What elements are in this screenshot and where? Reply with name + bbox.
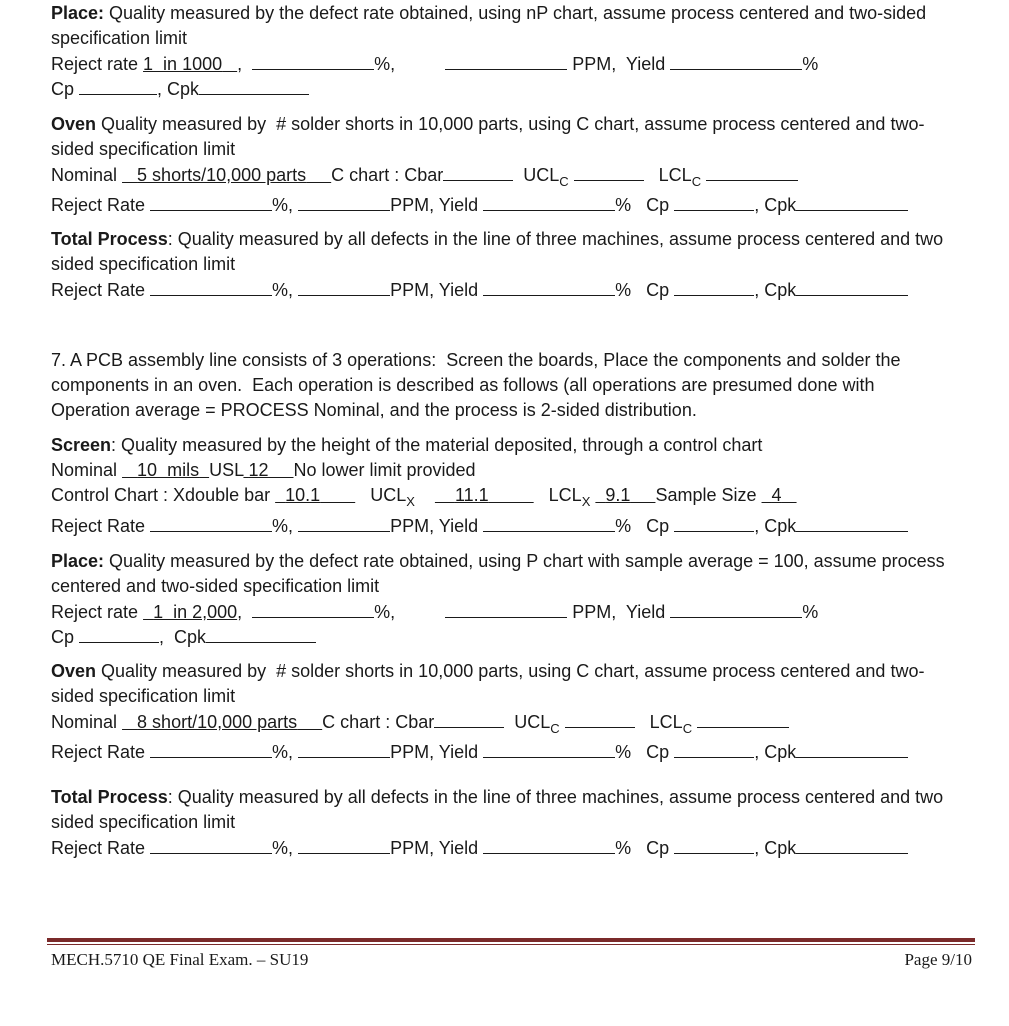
- total1-reject-row: Reject Rate %, PPM, Yield % Cp , Cpk: [51, 277, 908, 303]
- place1-reject-row: Reject rate 1 in 1000 , %, PPM, Yield %: [51, 51, 818, 77]
- screen-ucl-value: 11.1: [454, 485, 489, 505]
- answer-blank[interactable]: [150, 513, 272, 532]
- answer-blank[interactable]: [150, 192, 272, 211]
- answer-blank[interactable]: [483, 835, 615, 854]
- answer-blank[interactable]: [796, 513, 908, 532]
- answer-blank[interactable]: [298, 513, 390, 532]
- answer-blank[interactable]: [252, 51, 374, 70]
- place1-heading: Place: Quality measured by the defect rate obtained, using nP chart, assume process centered and two-sided: [51, 3, 927, 23]
- answer-blank[interactable]: [674, 513, 754, 532]
- footer-rule-thick: [47, 938, 975, 942]
- answer-blank[interactable]: [298, 835, 390, 854]
- answer-blank[interactable]: [206, 624, 316, 643]
- answer-blank[interactable]: [199, 76, 309, 95]
- oven1-heading: Oven Quality measured by # solder shorts in 10,000 parts, using C chart, assume process centered and two-: [51, 114, 925, 134]
- oven2-nominal-row: Nominal 8 short/10,000 parts C chart : Cbar $UCL_C$ $LCL_C$: [51, 709, 789, 736]
- total2-heading: Total Process: Quality measured by all defects in the line of three machines, assume process centered and two: [51, 787, 944, 807]
- answer-blank[interactable]: [796, 192, 908, 211]
- q7-intro-1: 7. A PCB assembly line consists of 3 operations: Screen the boards, Place the components and solder the: [51, 350, 901, 370]
- answer-blank[interactable]: [565, 709, 635, 728]
- answer-blank[interactable]: [483, 513, 615, 532]
- oven1-heading-cont: sided specification limit: [51, 139, 236, 159]
- answer-blank[interactable]: [79, 76, 157, 95]
- screen-nominal-row: Nominal 10 mils USL 12 No lower limit provided: [51, 460, 476, 480]
- answer-blank[interactable]: [674, 835, 754, 854]
- footer-rule-thin: [47, 944, 975, 945]
- total2-heading-cont: sided specification limit: [51, 812, 236, 832]
- answer-blank[interactable]: [298, 739, 390, 758]
- oven1-nominal-row: Nominal 5 shorts/10,000 parts C chart : Cbar $UCL_C$ $LCL_C$: [51, 162, 798, 189]
- screen-usl-value: 12: [248, 460, 269, 480]
- q7-intro-2: components in an oven. Each operation is described as follows (all operations are presumed done with: [51, 375, 875, 395]
- place1-heading-cont: specification limit: [51, 28, 188, 48]
- screen-lcl-value: 9.1: [605, 485, 631, 505]
- answer-blank[interactable]: [706, 162, 798, 181]
- answer-blank[interactable]: [150, 739, 272, 758]
- answer-blank[interactable]: [670, 51, 802, 70]
- answer-blank[interactable]: [697, 709, 789, 728]
- oven2-heading-cont: sided specification limit: [51, 686, 236, 706]
- answer-blank[interactable]: [79, 624, 159, 643]
- screen-xbar-value: 10.1: [285, 485, 321, 505]
- footer-page-number: Page 9/10: [904, 950, 972, 969]
- answer-blank[interactable]: [445, 599, 567, 618]
- answer-blank[interactable]: [796, 835, 908, 854]
- total1-heading: Total Process: Quality measured by all defects in the line of three machines, assume process centered and two: [51, 229, 944, 249]
- answer-blank[interactable]: [674, 739, 754, 758]
- answer-blank[interactable]: [670, 599, 802, 618]
- screen-nominal-value: 10 mils: [137, 460, 200, 480]
- place2-cp-row: Cp , Cpk: [51, 624, 316, 650]
- answer-blank[interactable]: [434, 709, 504, 728]
- oven2-reject-row: Reject Rate %, PPM, Yield % Cp , Cpk: [51, 739, 908, 765]
- place2-reject-row: Reject rate 1 in 2,000, %, PPM, Yield %: [51, 599, 818, 625]
- answer-blank[interactable]: [150, 277, 272, 296]
- answer-blank[interactable]: [574, 162, 644, 181]
- place2-heading: Place: Quality measured by the defect rate obtained, using P chart with sample average = 100, assume process: [51, 551, 945, 571]
- screen-chart-row: Control Chart : Xdouble bar 10.1 $UCL_X$ 11.1 $LCL_X$ 9.1 Sample Size 4: [51, 485, 782, 509]
- answer-blank[interactable]: [483, 192, 615, 211]
- total1-heading-cont: sided specification limit: [51, 254, 236, 274]
- total2-reject-row: Reject Rate %, PPM, Yield % Cp , Cpk: [51, 835, 908, 861]
- answer-blank[interactable]: [796, 739, 908, 758]
- screen-reject-row: Reject Rate %, PPM, Yield % Cp , Cpk: [51, 513, 908, 539]
- screen-heading: Screen: Quality measured by the height of the material deposited, through a control chart: [51, 435, 763, 455]
- answer-blank[interactable]: [483, 277, 615, 296]
- q7-intro-3: Operation average = PROCESS Nominal, and the process is 2-sided distribution.: [51, 400, 697, 420]
- oven1-nominal-value: 5 shorts/10,000 parts: [137, 165, 307, 185]
- oven1-reject-row: Reject Rate %, PPM, Yield % Cp , Cpk: [51, 192, 908, 218]
- answer-blank[interactable]: [252, 599, 374, 618]
- answer-blank[interactable]: [445, 51, 567, 70]
- answer-blank[interactable]: [674, 192, 754, 211]
- place1-reject-value: 1 in 1000: [143, 54, 223, 74]
- answer-blank[interactable]: [298, 192, 390, 211]
- footer-course: MECH.5710 QE Final Exam. – SU19: [51, 950, 309, 969]
- oven2-heading: Oven Quality measured by # solder shorts in 10,000 parts, using C chart, assume process centered and two-: [51, 661, 925, 681]
- place1-cp-row: Cp , Cpk: [51, 76, 309, 102]
- answer-blank[interactable]: [150, 835, 272, 854]
- screen-sample-value: 4: [771, 485, 782, 505]
- place2-reject-value: 1 in 2,000: [153, 602, 238, 622]
- answer-blank[interactable]: [443, 162, 513, 181]
- answer-blank[interactable]: [483, 739, 615, 758]
- answer-blank[interactable]: [796, 277, 908, 296]
- place2-heading-cont: centered and two-sided specification limit: [51, 576, 380, 596]
- answer-blank[interactable]: [298, 277, 390, 296]
- oven2-nominal-value: 8 short/10,000 parts: [137, 712, 298, 732]
- answer-blank[interactable]: [674, 277, 754, 296]
